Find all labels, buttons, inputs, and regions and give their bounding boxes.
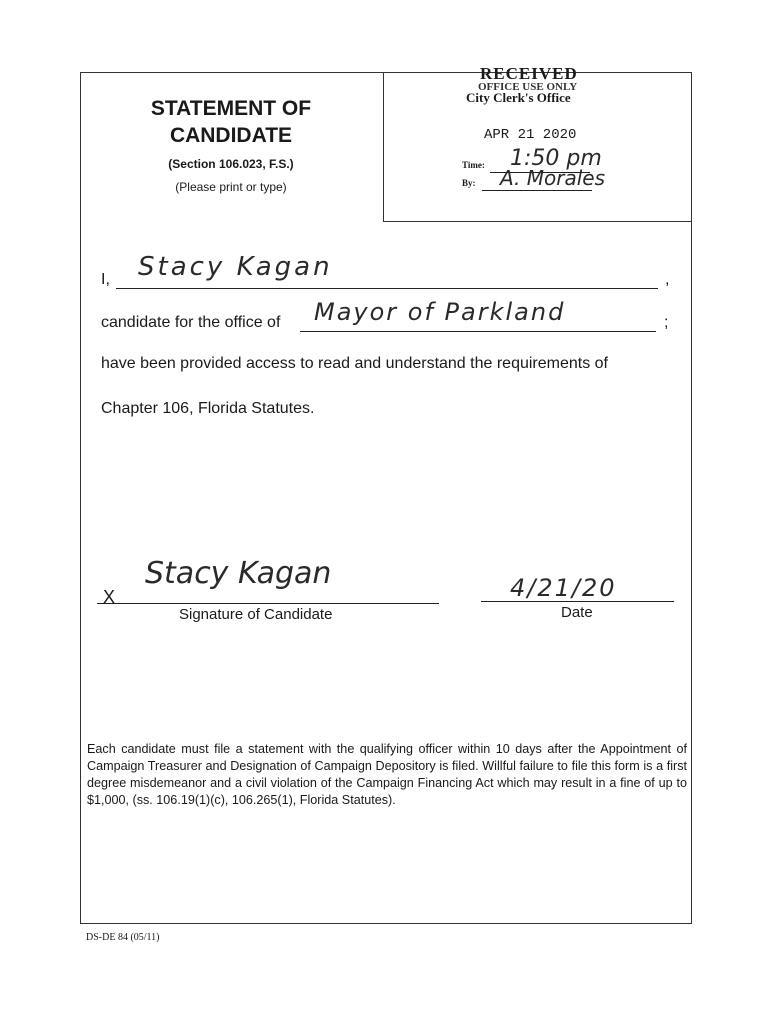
by-label: By: (462, 178, 476, 188)
by-line (482, 190, 592, 191)
signature-x: X (103, 587, 116, 607)
time-value: 1:50 pm (510, 146, 602, 171)
form-id: DS-DE 84 (05/11) (86, 932, 160, 943)
form-title-line1: STATEMENT OF (150, 97, 312, 120)
office-line (300, 331, 656, 332)
statement-line1: have been provided access to read and understand the requirements of (101, 355, 608, 372)
section-reference: (Section 106.023, F.S.) (168, 157, 294, 171)
filing-notice: Each candidate must file a statement with the qualifying officer within 10 days after the Appointment of Campaign Treasurer and Designation of Campaign Depository is filed. Willful failure to file this form is a first degree misdemeanor and a civil violation of the Campaign Financing Act which may result in a fine of up to $1,000, (ss. 106.19(1)(c), 106.265(1), Florida Statutes). (87, 742, 687, 807)
city-clerk-stamp: City Clerk's Office (466, 90, 571, 105)
office-semicolon: ; (664, 314, 669, 331)
signature-label: Signature of Candidate (179, 606, 333, 623)
received-date-stamp: APR 21 2020 (484, 127, 577, 143)
time-label: Time: (462, 160, 485, 170)
print-instruction: (Please print or type) (175, 180, 287, 194)
i-label: I, (101, 271, 110, 288)
candidate-signature: Stacy Kagan (145, 556, 332, 591)
received-stamp: RECEIVED (480, 64, 578, 83)
office-label: candidate for the office of (101, 314, 281, 331)
by-value: A. Morales (500, 166, 606, 190)
office-use-only-label: OFFICE USE ONLY (478, 81, 578, 93)
form-title-line2: CANDIDATE (169, 124, 293, 147)
office-value: Mayor of Parkland (314, 298, 566, 326)
candidate-name-value: Stacy Kagan (138, 252, 333, 282)
name-comma: , (665, 271, 670, 288)
date-value: 4/21/20 (510, 574, 617, 602)
signature-line (97, 603, 439, 604)
candidate-name-line (116, 288, 658, 289)
statement-line2: Chapter 106, Florida Statutes. (101, 400, 315, 417)
date-label: Date (561, 604, 593, 621)
